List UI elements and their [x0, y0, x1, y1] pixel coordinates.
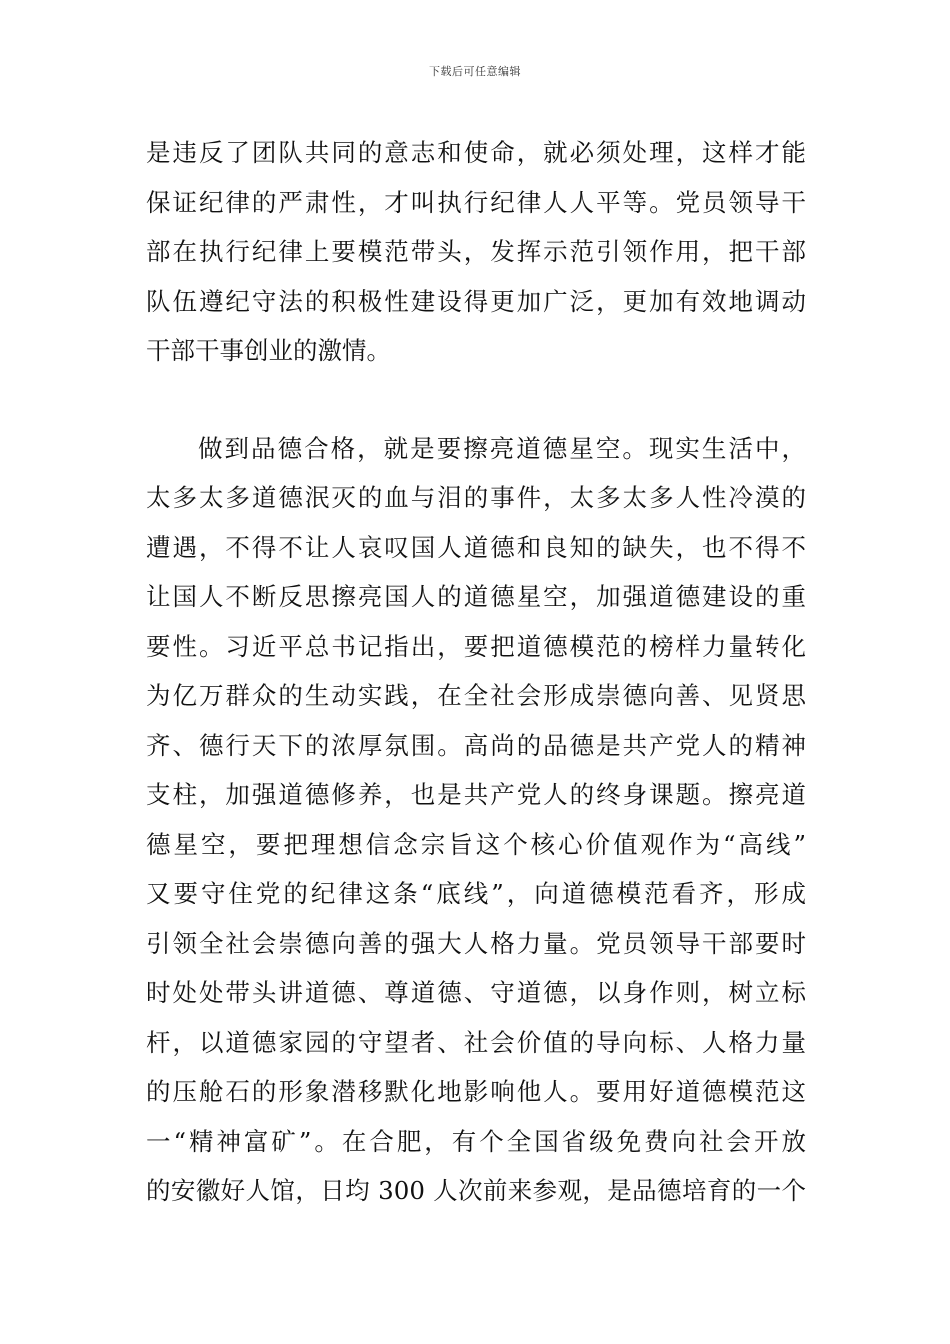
text-line: 的安徽好人馆，日均 300 人次前来参观，是品德培育的一个: [146, 1176, 806, 1205]
text-line: 遭遇，不得不让人哀叹国人道德和良知的缺失，也不得不: [146, 532, 806, 562]
text-line: 要性。习近平总书记指出，要把道德模范的榜样力量转化: [146, 631, 806, 661]
text-line: 的压舱石的形象潜移默化地影响他人。要用好道德模范这: [146, 1077, 806, 1106]
document-body: [146, 128, 806, 1216]
text-line: 队伍遵纪守法的积极性建设得更加广泛，更加有效地调动: [146, 286, 806, 316]
text-line: 部在执行纪律上要模范带头，发挥示范引领作用，把干部: [146, 237, 806, 266]
text-line: 杆，以道德家园的守望者、社会价值的导向标、人格力量: [146, 1027, 806, 1057]
text-line: 一“精神富矿”。在合肥，有个全国省级免费向社会开放: [146, 1126, 806, 1156]
text-line: 是违反了团队共同的意志和使命，就必须处理，这样才能: [146, 138, 806, 167]
text-line: 引领全社会崇德向善的强大人格力量。党员领导干部要时: [146, 928, 806, 958]
text-line: 德星空，要把理想信念宗旨这个核心价值观作为“高线”: [146, 829, 806, 859]
text-line: 时处处带头讲道德、尊道德、守道德，以身作则，树立标: [146, 978, 806, 1007]
paragraph-2: [146, 424, 806, 1216]
text-line: 干部干事创业的激情。: [146, 336, 391, 365]
paragraph-spacing: [146, 376, 806, 424]
text-line: 做到品德合格，就是要擦亮道德星空。现实生活中，: [198, 433, 806, 463]
text-line: 太多太多道德泯灭的血与泪的事件，太多太多人性冷漠的: [146, 483, 806, 512]
text-line: 齐、德行天下的浓厚氛围。高尚的品德是共产党人的精神: [146, 730, 806, 760]
text-line: 又要守住党的纪律这条“底线”，向道德模范看齐，形成: [146, 879, 806, 908]
text-line: 让国人不断反思擦亮国人的道德星空，加强道德建设的重: [146, 582, 806, 611]
text-line: 支柱，加强道德修养，也是共产党人的终身课题。擦亮道: [146, 780, 806, 809]
text-line: 为亿万群众的生动实践，在全社会形成崇德向善、见贤思: [146, 681, 806, 710]
paragraph-1: [146, 128, 806, 376]
header-note: 下载后可任意编辑: [429, 65, 521, 78]
text-line: 保证纪律的严肃性，才叫执行纪律人人平等。党员领导干: [146, 187, 806, 217]
